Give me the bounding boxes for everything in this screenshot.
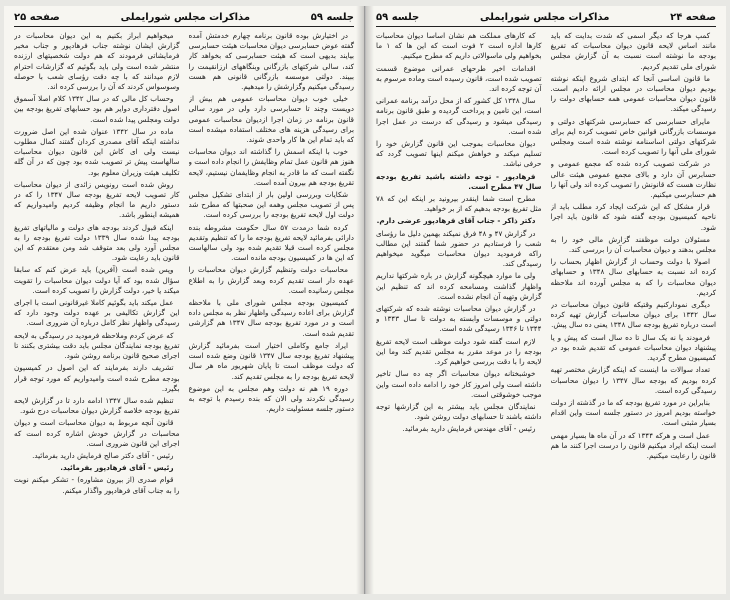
page-header <box>376 10 716 27</box>
paragraph: خوب با اینکه اسمش را گذاشته اند دیوان محاسبات هنوز هم قانون عمل تمام وظایفش را انجام داده است و نگفته است که ما قادر به انجام وظایفمان نیستیم، لایحه تقریغ بودجه هم بیرون آمده است. <box>188 147 354 187</box>
session-number: جلسه ۵۹ <box>376 12 420 23</box>
paragraph: خوشبختانه دیوان محاسبات اگر چه ده سال تاخیر داشته است ولی امروز کار خود را ادامه داده است واین موجب خوشوقتی است. <box>376 369 542 399</box>
paragraph: مایرای حسابرسی که حسابرسی شرکتهای دولتی و موسسات بازرگانی قوانین خاص تصویب کرده ایم برای شرکتهای دولتی اساسنامه نوشته شده است ومجلس شورای ملی آنها را تصویب کرده است. <box>550 116 716 157</box>
paragraph: عمل است و هرکه ۱۳۴۴ که در آن ماه ها بسیار مهمی است اینکه ایراد میکنیم قانون را درست اجرا کنند ما هم قانون را رعایت میکنیم. <box>550 430 716 460</box>
paragraph: قانون آنچه مربوط به دیوان محاسبات است و دیوان محاسبات در گزارش خودش اشاره کرده است که اجرای این قانون ضروری است. <box>14 418 180 448</box>
paragraph: مطرح است شما اینقدر بیرونید بر اینکه این که ۷۸ مثل تفریغ بودجه بدهیم که از بر خواهید. <box>376 194 542 214</box>
paragraph: در اختیارش بوده قانون برنامه چهارم خدمتش آمده گفته عوض حسابرسی دیوان محاسبات هیئت حسابرسی بیایند بدیهی است که هیئت حسابرسی که بخواهد کار کند، سالی شرکتهای بازرگانی وبنگاههای ارزانقیمت را ببیند. دولتی موسسه بازرگانی قانونی هم هست رسیدگی میکنیم وگزارشش را میدهیم. <box>188 31 354 92</box>
paragraph: تشریف دارند بفرمایند که این اصول در کمیسیون بودجه مطرح شده است وامیدواریم که مورد توجه قرار بگیرد. <box>14 363 180 393</box>
paragraph: قرار مشکل که این شرکت ایجاد کرد مطلب باید از ناحیه کمیسیون بودجه گفته شود که قانون باید اجرا شود. <box>550 202 716 232</box>
paragraph: ایراد جامع وکاملی اختیار است بفرمائید گزارش پیشنهاد تفریغ بودجه سال ۱۳۴۷ قانون وضع شده است که دولت موظف است تا پایان شهریور ماه هر سال لایحه تفریغ بودجه را به مجلس تقدیم کند. <box>188 340 354 381</box>
publication-title: مذاکرات مجلس شورایملی <box>479 12 610 23</box>
paragraph: وپس شده است (آفرین) باید عرض کنم که سابقا سؤال شده بود که آیا دولت دیوان محاسبات را تقویت میکند یا خیر، دولت گزارش را تصویب کرده است. <box>14 265 180 295</box>
speaker-line: رئیس - آقای فرهادپور بفرمائید. <box>60 463 174 473</box>
paragraph: در گزارش ۴۷ و ۴۸ فرق نمیکند بهمین دلیل ما رؤسای شعب را فرستادیم در حضور شما گفتند این مطالب راکه فرمودید دیوان محاسبات میگوید میخواهیم رسیدگی کند. <box>376 228 542 269</box>
paragraph: که کارهای مملکت هم نشان اساسا دیوان محاسبات کارها اداره است ۲ فوت است که این ها که ۱ ما بخواهیم ولی ماسوالاتی داریم که مطرح میکنیم. <box>376 31 542 61</box>
paragraph: مسئولان دولت موظفند گزارش مالی خود را به مجلس بدهند و دیوان محاسبات آن را بررسی کند. <box>550 234 716 255</box>
text-column-left <box>376 31 542 583</box>
paragraph: نمایندگان مجلس باید بیشتر به این گزارشها توجه داشته باشند تا حسابهای دولت روشن شود. <box>376 401 542 422</box>
text-columns <box>14 31 354 583</box>
paragraph: دیگری نمودارکنیم وقتیکه قانون دیوان محاسبات در سال ۱۳۴۲ برای دیوان محاسبات گزارش تهیه کرده است درباره تفریغ بودجه سال ۱۳۴۸ یعنی ده سال پیش. <box>550 300 716 330</box>
speaker-line: دکتر ذاکر - جناب آقای فرهادپور عرضی دارم. <box>376 216 536 226</box>
gutter-shadow <box>366 6 374 594</box>
paragraph: دیوان محاسبات بموجب این قانون گزارش خود را تسلیم میکند و خواهش میکنم اینها تصویب گردد که حرفی نباشد. <box>376 139 542 169</box>
paragraph: ماده در سال ۱۳۴۲ عنوان شده این اصل ضرورت نداشته اینکه آقای مصدری کردان گفتند کمال مطلوب نیست ولی ای کاش این قانون دیوان محاسبات سالهاست پیش تر تصویب شده بود چون که در آن گله تکلیف هیئت وزیران معلوم بود. <box>14 126 180 177</box>
paragraph: لازم است گفته شود دولت موظف است لایحه تفریغ بودجه را در موعد مقرر به مجلس تقدیم کند وما این لایحه را با دقت بررسی خواهیم کرد. <box>376 336 542 367</box>
paragraph: میخواهیم ابراز بکنیم به این دیوان محاسبات در گزارش ایشان نوشته جناب فرهادپور و جناب مخبر فرمایشاتی فرمودند که هم دولت شخصیتهای ارزنده منتشر شده است ولی باید بگوئیم که گزارشات احترام لازم میدانند که با چه دقت رؤسای شعب با حوصله وسوسواس کردند که آن را بررسی کرده اند. <box>14 31 180 92</box>
paragraph: تعداد سوالات ما اینست که اینکه گزارش مختصر تهیه کرده بودیم که بودجه سال ۱۳۴۷ را دیوان محاسبات رسیدگی کرده است. <box>550 365 716 395</box>
page-header <box>14 10 354 27</box>
paragraph: روش شده است رونویس زائدی از دیوان محاسبات کار تصویب لایحه تفریغ بودجه سال ۱۳۴۷ را که در دستور داریم ما انجام وظیفه کردیم وامیدواریم که همیشه اینطور باشد. <box>14 179 180 220</box>
page-25 <box>4 6 365 594</box>
paragraph: عمل میکند باید بگوئیم کاملا غیرقانونی است با اجرای این گزارش تکالیفی بر عهده دولت وجود دارد که رسیدگی واظهار نظر کامل درباره آن ضروری است. <box>14 298 180 328</box>
text-column-right <box>551 31 717 583</box>
page-24 <box>365 6 726 594</box>
paragraph: کمیسیون بودجه مجلس شورای ملی با ملاحظه گزارش برای اعاده رسیدگی واظهار نظر به مجلس داده است و در مورد تفریغ بودجه سال ۱۳۴۷ هم گزارشی تقدیم شده است. <box>188 298 354 338</box>
paragraph: شکایات وبررسی اولین بار از ابتدای تشکیل مجلس پس از تصویب مجلس وهمه این صحبتها که مطرح شد دولت اول لایحه تفریغ بودجه را بررسی کرده است. <box>188 190 354 220</box>
paragraph: تنظیم شده سال ۱۳۴۷ ادامه دارد تا در گزارش لایحه تفریغ بودجه خلاصه گزارش دیوان محاسبات درج شود. <box>14 395 180 416</box>
paragraph: ولی ما موارد هیچگونه گزارش در باره شرکتها نداریم واظهار گذاشت ومسامحه کرده اند که تنظیم این گزارش وتهیه آن انجام نشده است. <box>376 271 542 301</box>
paragraph: اقدامات اخیر طرحهای عمرانی موضوع قسمت تصویب شده است، قانون رسیده است وماده مرسوم به آن توجه کرده اند. <box>376 63 542 94</box>
paragraph: فرمودند یا نه یک سال تا ده سال است که پیش و یا پیشنهاد دیوان محاسبات عمومی که تقدیم شده بود در کمیسیون مطرح گردید. <box>550 332 716 363</box>
paragraph: سال ۱۳۴۸ کل کشور که از محل درآمد برنامه عمرانی است، این تامین و پرداخت گردیده و طبق قانون برنامه رسیدگی میشود و رسیدگی که درست در عمل اجرا شده است. <box>376 96 542 136</box>
paragraph: دوره ۱۹ هم نه دولت وهم مجلس به این موضوع رسیدگی نکردند ولی الان که بنده رسیدم با توجه به دستور جلسه مسئولیت داریم. <box>188 383 354 414</box>
text-column-right <box>189 31 355 583</box>
page-number: صفحه ۲۵ <box>14 12 60 23</box>
paragraph: کمپ هرجا که دیگر اسمی که شدت بدایت که باید مانند اساس لایحه قانون دیوان محاسبات که تفریغ بودجه ما نوشته است نسبت به آن گزارش مجلس شورای ملی تقدیم کردیم. <box>550 31 716 71</box>
paragraph: ما قانون اساسی آنجا که ابتدای شروع اینکه نوشته بودیم دیوان محاسبات در مجلس ارائه دادیم است. قانون دیوان محاسبات عمومی همه حسابهای دولت را رسیدگی میکند. <box>550 73 716 114</box>
text-column-left <box>14 31 180 583</box>
speaker-line: فرهادپور - توجه داشته باشید تفریغ بودجه سال ۴۷ مطرح است. <box>376 171 542 191</box>
paragraph: خیلی خوب دیوان محاسبات عمومی هم بیش از دویست وچند تا حسابرسی دارد ولی در مورد سالی قانون برنامه در زمان اجرا ازدیوان محاسبات عمومی برای رسیدگی هزینه های مختلف استفاده میشده است که باید تمام این ها کار واحدی شوند. <box>188 94 354 145</box>
text-columns <box>376 31 716 583</box>
paragraph: رئیس - آقای مهندس فرمایش دارید بفرمائید. <box>402 424 536 434</box>
paragraph: محاسبات دولت وتنظیم گزارش دیوان محاسبات را عهده دار است تقدیم کرده وبعد گزارش را به اطلاع مجلس رسانیده است. <box>188 265 354 295</box>
paragraph: که عرض کردم وملاحظه فرمودید در رسیدگی به لایحه تفریغ بودجه نمایندگان مجلس باید دقت بیشتری بکنند تا اجرای صحیح قانون برنامه روشن شود. <box>14 330 180 361</box>
paragraph: رئیس - آقای دکتر صالح فرمایش دارید بفرمائید. <box>32 450 174 460</box>
paragraph: در شرکت تصویب کرده شده که مجمع عمومی و حسابرس آن دارد و بالای مجمع عمومی هیئت عالی نظارت هست که قانونش را تصویب کرده اند ولی آنها را هم حسابرسی میکنیم. <box>550 159 716 200</box>
paragraph: وحساب کل مالی که در سال ۱۳۴۲ کلام اصلا آسموق اصول دفترداری دوایر هم بود حسابهای تفریغ بودجه بین دولت ومجلس پیدا شده است. <box>14 94 180 124</box>
paragraph: اینکه قبول کردند بودجه های دولت و مالیاتهای تفریغ بودجه پیدا شده سال ۱۳۳۹ دولت تفریغ بودجه را به مجلس آورد ولی بعد متوقف شد ومن معتقدم که این قانون باید رعایت شود. <box>14 222 180 263</box>
paragraph: اصولا با دولت وحساب از گزارش اظهار بحساب را کرده اند نسبت به حسابهای سال ۱۳۴۸ و حسابهای دیوان محاسبات را که به مجلس آورده اند ملاحظه کردیم. <box>550 257 716 297</box>
page-number: صفحه ۲۴ <box>670 12 716 23</box>
session-number: جلسه ۵۹ <box>310 12 354 23</box>
paragraph: کرده شما درمدت ۵۷ سال حکومت مشروطه بنده دارائی بفرمائید لایحه تفریغ بودجه ما را که تنظیم وتقدیم مجلس کرده است قبلا تقدیم شده بود ولی سالهاست که این ها در کمیسیون بودجه مانده است. <box>188 222 354 263</box>
paragraph: در گزارش دیوان محاسبات نوشته شده که شرکتهای دولتی و موسسات وابسته به دولت تا سال ۱۳۴۳ و ۱۳۴۴ تا ۱۳۴۶ رسیدگی شده است. <box>376 304 542 334</box>
publication-title: مذاکرات مجلس شورایملی <box>120 12 251 23</box>
document-spread <box>4 6 726 594</box>
paragraph: بنابراین در مورد تفریغ بودجه که ما در گذشته از دولت خواسته بودیم امروز در دستور جلسه است واین اقدام بسیار مثبتی است. <box>550 397 716 428</box>
gutter-shadow <box>356 6 364 594</box>
paragraph: قوام صدری (از بیرون مشاوره) - تشکر میکنم نوبت را به جناب آقای فرهادپور واگذار میکنم. <box>14 475 180 495</box>
